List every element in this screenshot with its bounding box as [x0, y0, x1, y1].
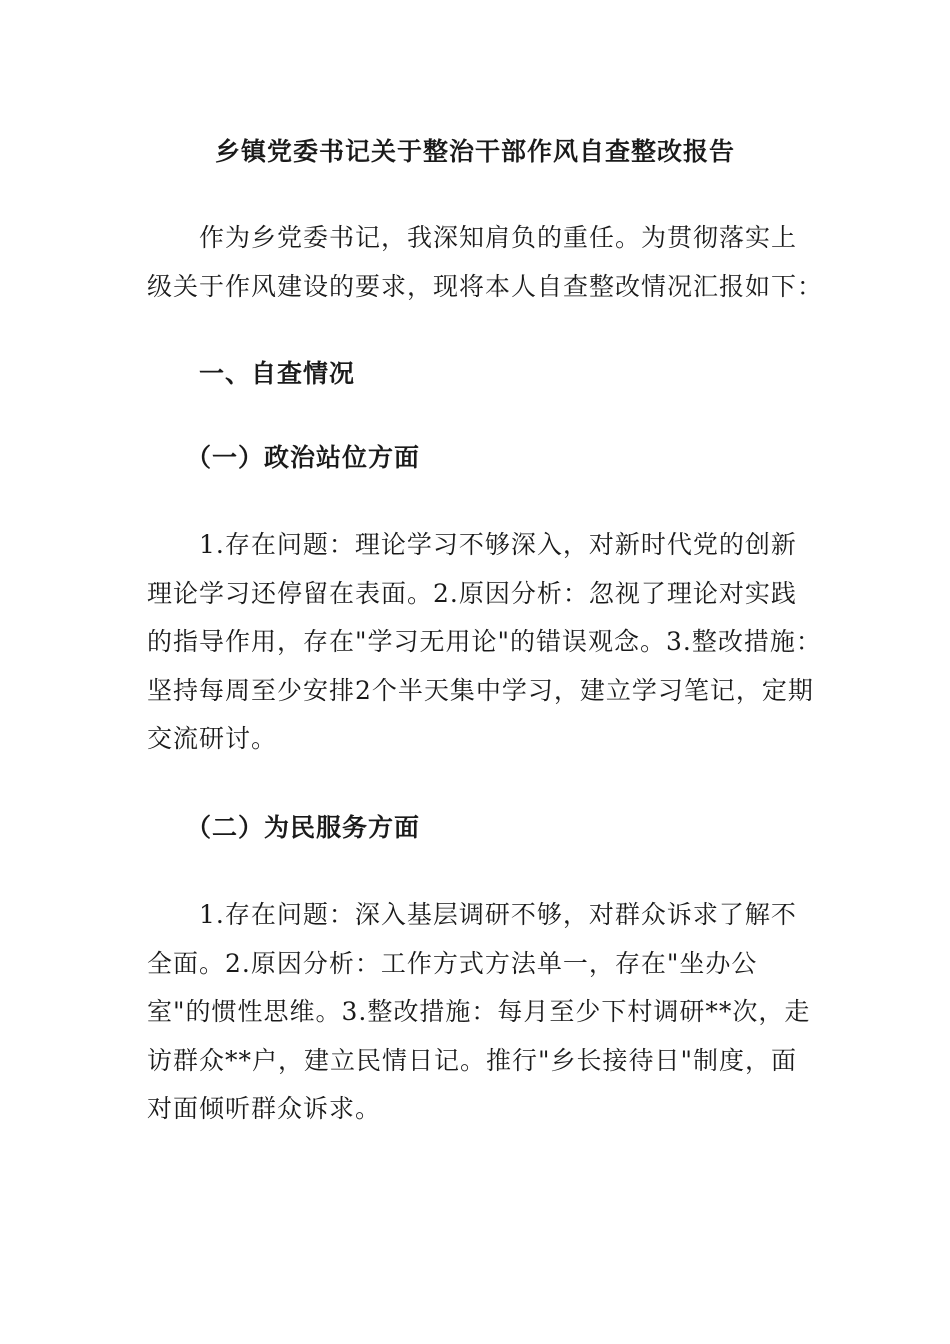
political-line-5: 交流研讨。 — [147, 724, 278, 753]
public-service-paragraph — [147, 891, 811, 1134]
service-line-3: 室"的惯性思维。3.整改措施：每月至少下村调研**次，走 — [147, 997, 811, 1026]
political-stance-paragraph — [147, 521, 822, 764]
political-line-2: 理论学习还停留在表面。2.原因分析：忽视了理论对实践 — [147, 578, 797, 608]
service-line-5: 对面倾听群众诉求。 — [147, 1094, 382, 1123]
service-line-4: 访群众**户，建立民情日记。推行"乡长接待日"制度，面 — [147, 1045, 798, 1075]
service-line-1: 1.存在问题：深入基层调研不够，对群众诉求了解不 — [199, 900, 797, 929]
intro-line-2: 级关于作风建设的要求，现将本人自查整改情况汇报如下： — [147, 271, 824, 301]
sub-heading-political-stance: （一）政治站位方面 — [186, 443, 421, 472]
intro-line-1: 作为乡党委书记，我深知肩负的重任。为贯彻落实上 — [199, 223, 798, 252]
intro-paragraph — [147, 214, 824, 311]
political-line-3: 的指导作用，存在"学习无用论"的错误观念。3.整改措施： — [147, 627, 822, 656]
sub-heading-public-service: （二）为民服务方面 — [186, 813, 421, 842]
service-line-2: 全面。2.原因分析：工作方式方法单一，存在"坐办公 — [147, 948, 758, 978]
section-heading-self-check: 一、自查情况 — [199, 359, 356, 388]
political-line-4: 坚持每周至少安排2个半天集中学习，建立学习笔记，定期 — [147, 675, 814, 705]
political-line-1: 1.存在问题：理论学习不够深入，对新时代党的创新 — [199, 530, 797, 559]
document-title: 乡镇党委书记关于整治干部作风自查整改报告 — [214, 137, 735, 166]
